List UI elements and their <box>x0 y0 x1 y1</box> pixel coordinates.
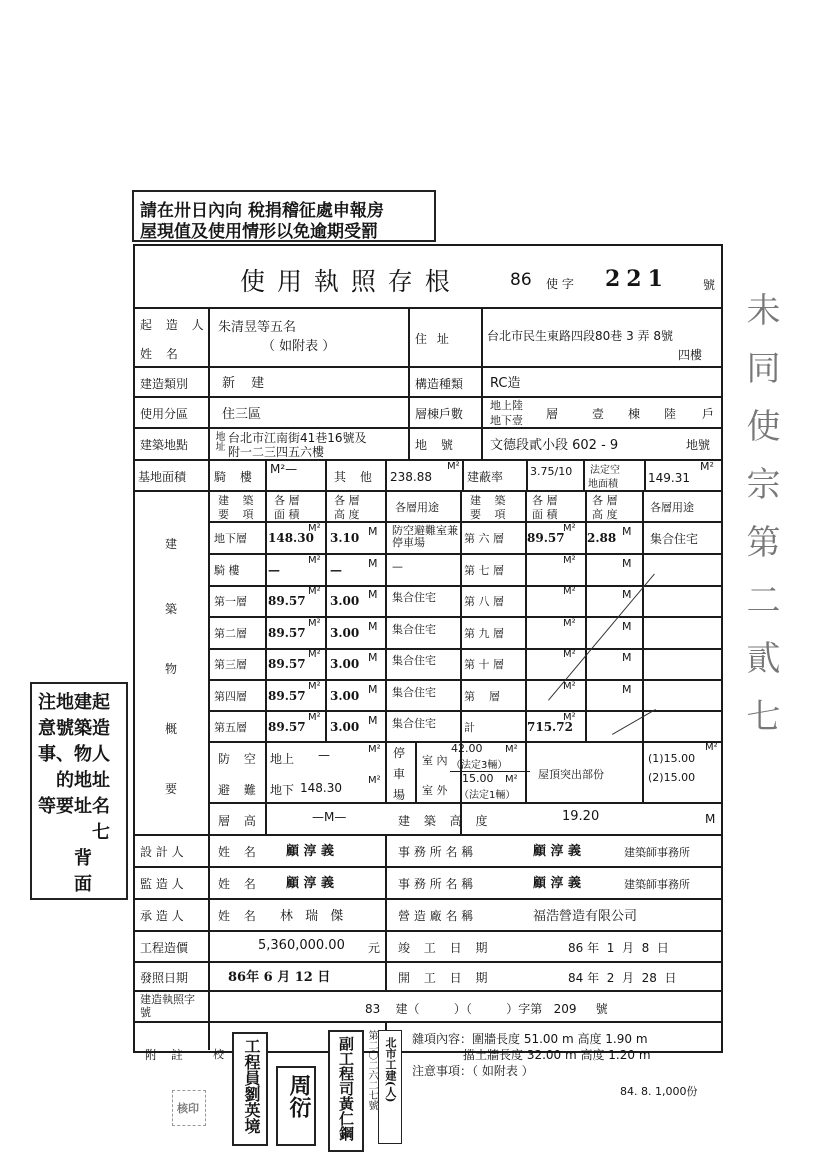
floor-area: 148.30 <box>268 531 314 545</box>
designer-name: 顧 淳 義 <box>286 844 335 859</box>
lot-number: 文德段貳小段 602 - 9 <box>490 438 619 453</box>
summary-char-4: 概 <box>165 722 178 736</box>
floor-height: — <box>330 562 342 577</box>
outdoor-unit: M² <box>505 774 518 785</box>
deadline-stamp-line2: 屋現值及使用情形以免逾期受罰 <box>140 222 378 242</box>
engineer-stamp <box>232 1032 268 1146</box>
floor-use: 防空避難室兼停車場 <box>392 524 458 549</box>
floor-area-unit: M² <box>308 680 321 692</box>
floor-area-unit: M² <box>308 617 321 629</box>
owner-address-2: 四樓 <box>678 348 703 362</box>
indoor-unit: M² <box>505 744 518 755</box>
supervisor-office-suffix: 建築師事務所 <box>624 878 690 891</box>
floor-height: 3.00 <box>330 720 360 734</box>
designer-office-label: 事 務 所 名 稱 <box>398 845 474 859</box>
indoor-value: 42.00 <box>451 742 483 755</box>
owner-name-label: 姓 名 <box>140 347 183 361</box>
floor-use: — <box>392 559 403 573</box>
header-item-r1: 建 築 <box>470 494 511 507</box>
left-note-line: 注地建起 <box>38 692 110 713</box>
contractor-name: 林 瑞 傑 <box>280 909 348 924</box>
designer-office-suffix: 建築師事務所 <box>624 846 690 859</box>
coverage-value: 3.75/10 <box>530 465 573 478</box>
parking-label-2: 車 <box>393 767 406 781</box>
floor-name: 地下層 <box>214 532 247 545</box>
left-note-line: 七 <box>38 822 110 843</box>
shelter-below-value: 148.30 <box>300 781 342 795</box>
header-item-2: 要 項 <box>218 508 259 521</box>
build-type-value: 新 建 <box>222 376 271 391</box>
notes-line-1: 雜項內容：圍牆長度 51.00 m 高度 1.90 m <box>412 1032 648 1046</box>
roof-value-1: (1)15.00 <box>648 752 696 765</box>
floor-area-unit: M² <box>308 712 321 723</box>
floor-height-unit-right: M <box>622 651 632 664</box>
structure-label: 構造種類 <box>415 377 464 391</box>
supervisor-stamp-text: 副工程司黃仁鋼 <box>337 1036 355 1141</box>
zoning-label: 使用分區 <box>140 407 189 421</box>
completion-label: 竣 工 日 期 <box>398 941 493 955</box>
indoor-note: （法定3輛） <box>451 760 508 771</box>
permit-year: 86 <box>510 270 532 290</box>
small-seal-text: 核印 <box>177 1102 199 1115</box>
cost-unit: 元 <box>368 941 381 955</box>
floor-area: 89.57 <box>268 720 306 734</box>
supervisor-name: 顧 淳 義 <box>286 876 335 891</box>
floor-area-unit-right: M² <box>563 523 576 534</box>
coverage-label: 建蔽率 <box>467 470 504 484</box>
header-area-2: 面 積 <box>274 508 300 521</box>
floor-height-unit: M <box>368 525 378 538</box>
floor-height-right: 2.88 <box>587 531 617 545</box>
floor-name-right: 第 十 層 <box>464 658 504 671</box>
floor-name: 第一層 <box>214 595 247 608</box>
shelter-above-label: 地上 <box>270 752 295 766</box>
legal-space-unit: M² <box>700 460 714 473</box>
owner-label: 起 造 人 <box>140 318 209 332</box>
approval-stamp-text: 北市工建(人) <box>384 1037 397 1103</box>
site-label: 建築地點 <box>140 438 189 452</box>
floor-area: 89.57 <box>268 625 306 640</box>
left-note-line: 的地址 <box>38 770 110 791</box>
floor-name-right: 第 層 <box>464 689 500 703</box>
outdoor-value: 15.00 <box>462 772 494 785</box>
arcade-label: 騎 樓 <box>214 470 257 484</box>
floor-height-value: —M— <box>312 810 347 824</box>
floor-use: 集合住宅 <box>392 654 436 667</box>
legal-space-value: 149.31 <box>648 471 690 485</box>
building-height-value: 19.20 <box>562 809 600 824</box>
permit-hao: 號 <box>703 278 716 292</box>
floor-area-unit: M² <box>308 649 321 660</box>
floor-name: 騎 樓 <box>214 563 240 577</box>
seal-stamp <box>276 1066 316 1146</box>
summary-char-5: 要 <box>165 782 178 796</box>
floor-area-right: 715.72 <box>527 720 573 734</box>
floor-use: 集合住宅 <box>392 591 436 604</box>
summary-char-1: 建 <box>165 537 178 551</box>
contractor-office: 福浩營造有限公司 <box>533 909 638 924</box>
small-seal <box>172 1090 206 1126</box>
site-address-1: 台北市江南街41巷16號及 <box>228 431 367 445</box>
seal-stamp-text: 周衍 <box>286 1074 312 1118</box>
floor-area-unit-right: M² <box>563 586 576 597</box>
other-value: 238.88 <box>390 470 432 484</box>
left-note-stamp <box>30 682 128 900</box>
floors-above: 地上陸 <box>490 399 523 412</box>
zoning-value: 住三區 <box>222 407 262 422</box>
contractor-name-label: 姓 名 <box>218 909 261 923</box>
header-use: 各層用途 <box>395 501 439 514</box>
void-strike-line-2 <box>612 709 656 735</box>
structure-value: RC造 <box>490 376 521 391</box>
left-note-line: 事、物人 <box>38 744 110 765</box>
deadline-stamp <box>132 190 436 242</box>
vertical-registration-note: 第二〇二六二七號 <box>366 1030 377 1110</box>
parking-label-3: 場 <box>393 788 406 802</box>
building-height-unit: M <box>705 812 716 826</box>
permit-char: 使 字 <box>546 277 574 291</box>
issue-label: 發照日期 <box>140 971 189 985</box>
roof-label: 屋頂突出部份 <box>538 768 604 781</box>
floor-name-right: 計 <box>464 721 475 734</box>
cost-label: 工程造價 <box>140 941 189 955</box>
shelter-label-1: 防 空 <box>218 752 261 766</box>
header-area-1: 各 層 <box>274 494 300 507</box>
building-dong: 棟 <box>628 407 641 421</box>
completion-date: 86 年 1 月 8 日 <box>568 941 669 955</box>
floor-height-unit: M <box>368 619 378 633</box>
deadline-stamp-line1: 請在卅日內向 稅捐稽征處申報房 <box>140 201 384 221</box>
floor-height: 3.10 <box>330 531 360 545</box>
floor-area-unit-right: M² <box>563 554 576 566</box>
designer-office: 顧 淳 義 <box>533 844 582 859</box>
building-height-label: 建 築 高 度 <box>398 814 493 828</box>
building-count: 壹 <box>592 407 605 421</box>
header-area-r2: 面 積 <box>532 508 558 521</box>
issue-date: 86年 6 月 12 日 <box>228 970 331 985</box>
floor-area: 89.57 <box>268 594 306 608</box>
shelter-below-label: 地下 <box>270 783 295 797</box>
shelter-above-value: — <box>318 748 330 762</box>
floor-height-unit-right: M <box>622 556 632 570</box>
site-side-label: 地址 <box>213 431 224 451</box>
floor-area-unit: M² <box>308 523 321 534</box>
lot-label: 地 號 <box>415 438 458 452</box>
floor-area: 89.57 <box>268 657 306 671</box>
floor-height-unit-right: M <box>622 525 632 538</box>
floor-area-unit-right: M² <box>563 617 576 629</box>
floor-use: 集合住宅 <box>392 685 436 699</box>
permit-label: 建造執照字號 <box>140 993 195 1019</box>
floor-area-unit: M² <box>308 554 321 566</box>
floor-name-right: 第 九 層 <box>464 626 504 640</box>
floors-label: 層棟戶數 <box>415 407 464 421</box>
form-title: 使 用 執 照 存 根 <box>240 267 452 296</box>
floor-name: 第四層 <box>214 689 247 703</box>
left-note-line: 意號築造 <box>38 718 110 739</box>
designer-role: 設 計 人 <box>140 845 184 859</box>
outdoor-label: 室 外 <box>422 784 448 797</box>
floor-height-unit: M <box>368 714 378 727</box>
floor-use: 集合住宅 <box>392 717 436 730</box>
outdoor-note: （法定1輛） <box>459 790 516 801</box>
notes-school: 校 <box>213 1048 224 1061</box>
left-note-line: 面 <box>38 874 92 895</box>
floor-area-unit-right: M² <box>563 680 576 692</box>
supervisor-name-label: 姓 名 <box>218 877 261 891</box>
floor-area: — <box>268 562 280 577</box>
floor-use-right: 集合住宅 <box>650 532 699 546</box>
floor-name-right: 第 六 層 <box>464 532 504 545</box>
floor-name: 第五層 <box>214 721 247 734</box>
summary-char-2: 築 <box>165 602 178 616</box>
header-height-2: 高 度 <box>334 508 360 521</box>
build-type-label: 建造類別 <box>140 377 189 391</box>
left-note-line: 等要址名 <box>38 796 110 817</box>
parking-label-1: 停 <box>393 746 406 760</box>
permit-number: 221 <box>605 266 669 292</box>
supervisor-office: 顧 淳 義 <box>533 876 582 891</box>
header-use-r: 各層用途 <box>650 501 694 514</box>
notes-label: 附 註 <box>145 1048 188 1062</box>
header-height-r2: 高 度 <box>592 508 618 521</box>
floor-height-unit: M <box>368 651 378 664</box>
floor-height-label: 層 高 <box>218 814 261 828</box>
supervisor-office-label: 事 務 所 名 稱 <box>398 877 474 891</box>
roof-value-2: (2)15.00 <box>648 771 696 784</box>
owner-address: 台北市民生東路四段80巷 3 弄 8號 <box>487 329 673 343</box>
arcade-value: M²— <box>270 462 298 476</box>
floor-height-unit: M <box>368 682 378 696</box>
header-item-r2: 要 項 <box>470 508 511 521</box>
header-height-1: 各 層 <box>334 494 360 507</box>
owner-note: （ 如附表 ） <box>262 339 336 354</box>
site-address-2: 附一二三四五六樓 <box>228 445 325 459</box>
floor-height-unit-right: M <box>622 619 632 633</box>
floor-use: 集合住宅 <box>392 622 436 636</box>
shelter-label-2: 避 難 <box>218 783 261 797</box>
legal-space-label-1: 法定空 <box>590 465 620 476</box>
lot-suffix: 地號 <box>686 438 711 452</box>
floor-height: 3.00 <box>330 657 360 671</box>
household-label: 戶 <box>702 407 715 421</box>
approval-stamp <box>378 1030 402 1144</box>
floor-height-unit-right: M <box>622 588 632 601</box>
floor-area: 89.57 <box>268 688 306 703</box>
header-item-1: 建 築 <box>218 494 259 507</box>
contractor-role: 承 造 人 <box>140 909 184 923</box>
supervisor-stamp <box>328 1030 364 1152</box>
other-label: 其 他 <box>334 470 377 484</box>
right-margin-marks: 未同使宗第二貳七 <box>740 292 780 756</box>
floor-height: 3.00 <box>330 594 360 608</box>
start-label: 開 工 日 期 <box>398 971 493 985</box>
notes-line-2: 擋土牆長度 32.00 m 高度 1.20 m <box>463 1048 651 1062</box>
floor-height-unit: M <box>368 556 378 570</box>
left-note-line: 背 <box>38 848 92 869</box>
indoor-label: 室 內 <box>422 754 448 767</box>
household-count: 陸 <box>664 407 677 421</box>
start-date: 84 年 2 月 28 日 <box>568 971 677 985</box>
engineer-stamp-text: 工程員劉英境 <box>242 1038 261 1134</box>
floor-height: 3.00 <box>330 688 360 703</box>
other-unit: M² <box>447 461 460 472</box>
address-label: 住 址 <box>415 332 452 346</box>
floor-name: 第三層 <box>214 658 247 671</box>
floor-height: 3.00 <box>330 625 360 640</box>
roof-unit: M² <box>705 742 718 753</box>
floor-area-unit-right: M² <box>563 649 576 660</box>
print-footer: 84. 8. 1,000份 <box>620 1085 698 1098</box>
supervisor-role: 監 造 人 <box>140 877 184 891</box>
floor-name-right: 第 八 層 <box>464 595 504 608</box>
floor-area-unit-right: M² <box>563 712 576 723</box>
floors-ceng: 層 <box>546 407 559 421</box>
floor-name: 第二層 <box>214 626 247 640</box>
shelter-above-unit: M² <box>368 744 381 755</box>
shelter-below-unit: M² <box>368 775 381 786</box>
floor-height-unit-right: M <box>622 682 632 696</box>
notes-line-3: 注意事項：（ 如附表 ） <box>412 1064 534 1078</box>
floor-area-right: 89.57 <box>527 531 565 545</box>
header-area-r1: 各 層 <box>532 494 558 507</box>
floor-height-unit: M <box>368 588 378 601</box>
cost-value: 5,360,000.00 <box>258 938 345 953</box>
designer-name-label: 姓 名 <box>218 845 261 859</box>
header-height-r1: 各 層 <box>592 494 618 507</box>
permit-text: 83 建（ ）（ ）字第 209 號 <box>365 1002 608 1016</box>
legal-space-label-2: 地面積 <box>588 479 618 490</box>
contractor-office-label: 營 造 廠 名 稱 <box>398 909 474 923</box>
floor-name-right: 第 七 層 <box>464 563 504 577</box>
owner-name: 朱清昱等五名 <box>218 320 297 335</box>
floor-area-unit: M² <box>308 586 321 597</box>
floors-below: 地下壹 <box>490 414 523 427</box>
summary-char-3: 物 <box>165 662 178 676</box>
base-area-label: 基地面積 <box>138 470 187 484</box>
